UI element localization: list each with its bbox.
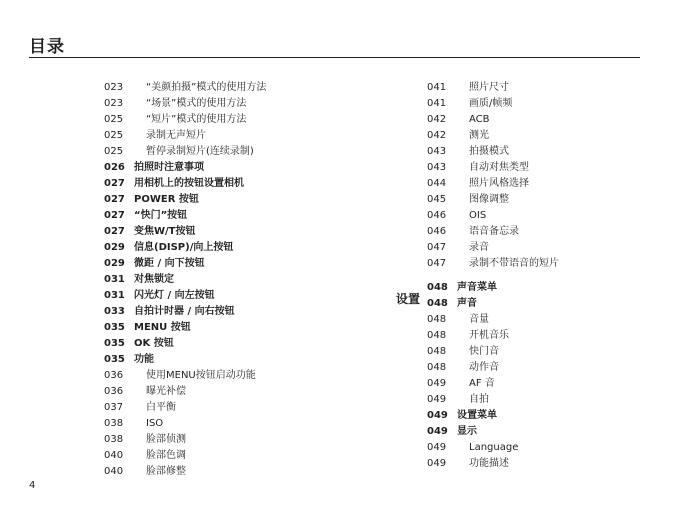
toc-entry-page: 035 bbox=[104, 322, 125, 333]
toc-entry-page: 038 bbox=[104, 418, 124, 429]
toc-entry-page: 048 bbox=[427, 330, 447, 341]
toc-entry-page: 023 bbox=[104, 82, 124, 93]
toc-entry-title: 照片风格选择 bbox=[469, 178, 529, 189]
toc-entry-page: 045 bbox=[427, 194, 447, 205]
toc-entry-page: 046 bbox=[427, 226, 447, 237]
toc-entry-title: MENU 按钮 bbox=[134, 322, 191, 333]
toc-entry-title: 动作音 bbox=[469, 362, 499, 373]
toc-entry-title: 画质/帧频 bbox=[469, 98, 513, 109]
toc-entry-title: 曝光补偿 bbox=[146, 386, 186, 397]
toc-entry-title: OK 按钮 bbox=[134, 338, 174, 349]
toc-entry-page: 038 bbox=[104, 434, 124, 445]
toc-entry-title: OIS bbox=[469, 210, 487, 221]
toc-entry-title: “场景”模式的使用方法 bbox=[146, 98, 247, 109]
page-title: 目录 bbox=[29, 37, 65, 57]
toc-entry-title: 图像调整 bbox=[469, 194, 509, 205]
toc-entry-page: 043 bbox=[427, 162, 447, 173]
toc-entry-title: 暂停录制短片(连续录制) bbox=[146, 146, 254, 157]
title-divider bbox=[29, 57, 640, 58]
toc-entry-title: 白平衡 bbox=[146, 402, 176, 413]
toc-entry-title: 微距 / 向下按钮 bbox=[134, 258, 205, 269]
toc-entry-page: 049 bbox=[427, 442, 447, 453]
toc-entry-page: 048 bbox=[427, 298, 448, 309]
toc-entry-page: 042 bbox=[427, 114, 447, 125]
toc-entry-title: 测光 bbox=[469, 130, 489, 141]
toc-entry-title: 脸部侦测 bbox=[146, 434, 186, 445]
toc-entry-page: 040 bbox=[104, 450, 124, 461]
toc-entry-page: 035 bbox=[104, 354, 125, 365]
toc-entry-page: 047 bbox=[427, 242, 447, 253]
toc-entry-title: 设置菜单 bbox=[457, 410, 497, 421]
toc-entry-title: POWER 按钮 bbox=[134, 194, 199, 205]
toc-entry-title: 快门音 bbox=[469, 346, 499, 357]
toc-entry-page: 049 bbox=[427, 378, 447, 389]
toc-entry-title: “短片”模式的使用方法 bbox=[146, 114, 247, 125]
toc-entry-page: 046 bbox=[427, 210, 447, 221]
toc-entry-page: 049 bbox=[427, 426, 448, 437]
toc-entry-title: 变焦W/T按钮 bbox=[134, 226, 196, 237]
toc-entry-page: 026 bbox=[104, 162, 125, 173]
toc-entry-page: 042 bbox=[427, 130, 447, 141]
toc-entry-page: 049 bbox=[427, 394, 447, 405]
toc-entry-page: 027 bbox=[104, 226, 125, 237]
toc-entry-title: 功能 bbox=[134, 354, 154, 365]
toc-entry-page: 048 bbox=[427, 314, 447, 325]
toc-entry-title: 声音 bbox=[457, 298, 477, 309]
toc-entry-page: 047 bbox=[427, 258, 447, 269]
toc-entry-title: 脸部色调 bbox=[146, 450, 186, 461]
toc-entry-page: 023 bbox=[104, 98, 124, 109]
toc-entry-title: 自拍计时器 / 向右按钮 bbox=[134, 306, 235, 317]
toc-entry-title: 信息(DISP)/向上按钮 bbox=[134, 242, 234, 253]
toc-entry-title: “快门”按钮 bbox=[134, 210, 188, 221]
toc-entry-page: 041 bbox=[427, 82, 447, 93]
toc-entry-page: 027 bbox=[104, 194, 125, 205]
toc-entry-page: 044 bbox=[427, 178, 447, 189]
toc-entry-title: 录制不带语音的短片 bbox=[469, 258, 559, 269]
toc-entry-title: 录音 bbox=[469, 242, 489, 253]
toc-entry-title: 拍照时注意事项 bbox=[134, 162, 204, 173]
toc-entry-title: 自拍 bbox=[469, 394, 489, 405]
toc-entry-page: 027 bbox=[104, 210, 125, 221]
toc-entry-title: 对焦锁定 bbox=[134, 274, 174, 285]
page-number: 4 bbox=[29, 480, 36, 491]
toc-entry-title: ACB bbox=[469, 114, 490, 125]
toc-entry-page: 031 bbox=[104, 274, 125, 285]
toc-entry-title: 开机音乐 bbox=[469, 330, 509, 341]
toc-entry-title: 拍摄模式 bbox=[469, 146, 509, 157]
toc-entry-title: 闪光灯 / 向左按钮 bbox=[134, 290, 215, 301]
toc-entry-title: 脸部修整 bbox=[146, 466, 186, 477]
toc-entry-title: 显示 bbox=[457, 426, 477, 437]
toc-entry-title: 自动对焦类型 bbox=[469, 162, 529, 173]
toc-entry-page: 035 bbox=[104, 338, 125, 349]
toc-entry-title: 照片尺寸 bbox=[469, 82, 509, 93]
toc-entry-title: “美颜拍摄”模式的使用方法 bbox=[146, 82, 267, 93]
toc-entry-page: 027 bbox=[104, 178, 125, 189]
toc-entry-page: 040 bbox=[104, 466, 124, 477]
toc-entry-page: 025 bbox=[104, 130, 124, 141]
toc-entry-page: 048 bbox=[427, 346, 447, 357]
toc-entry-page: 049 bbox=[427, 410, 448, 421]
toc-entry-page: 036 bbox=[104, 370, 124, 381]
toc-entry-title: 用相机上的按钮设置相机 bbox=[134, 178, 244, 189]
toc-entry-page: 031 bbox=[104, 290, 125, 301]
toc-entry-page: 036 bbox=[104, 386, 124, 397]
toc-entry-page: 048 bbox=[427, 362, 447, 373]
toc-entry-page: 048 bbox=[427, 282, 448, 293]
toc-entry-title: Language bbox=[469, 442, 519, 453]
toc-entry-page: 043 bbox=[427, 146, 447, 157]
toc-entry-title: 录制无声短片 bbox=[146, 130, 206, 141]
toc-entry-page: 029 bbox=[104, 258, 125, 269]
toc-entry-page: 041 bbox=[427, 98, 447, 109]
toc-entry-title: 语音备忘录 bbox=[469, 226, 519, 237]
toc-entry-title: 功能描述 bbox=[469, 458, 509, 469]
toc-entry-page: 029 bbox=[104, 242, 125, 253]
toc-entry-page: 025 bbox=[104, 146, 124, 157]
toc-entry-page: 037 bbox=[104, 402, 124, 413]
toc-entry-title: AF 音 bbox=[469, 378, 495, 389]
toc-entry-title: 使用MENU按钮启动功能 bbox=[146, 370, 256, 381]
toc-entry-page: 025 bbox=[104, 114, 124, 125]
toc-entry-title: 声音菜单 bbox=[457, 282, 497, 293]
toc-entry-page: 033 bbox=[104, 306, 125, 317]
toc-entry-title: 音量 bbox=[469, 314, 489, 325]
toc-entry-title: ISO bbox=[146, 418, 164, 429]
section-label-settings: 设置 bbox=[396, 292, 421, 306]
toc-entry-page: 049 bbox=[427, 458, 447, 469]
